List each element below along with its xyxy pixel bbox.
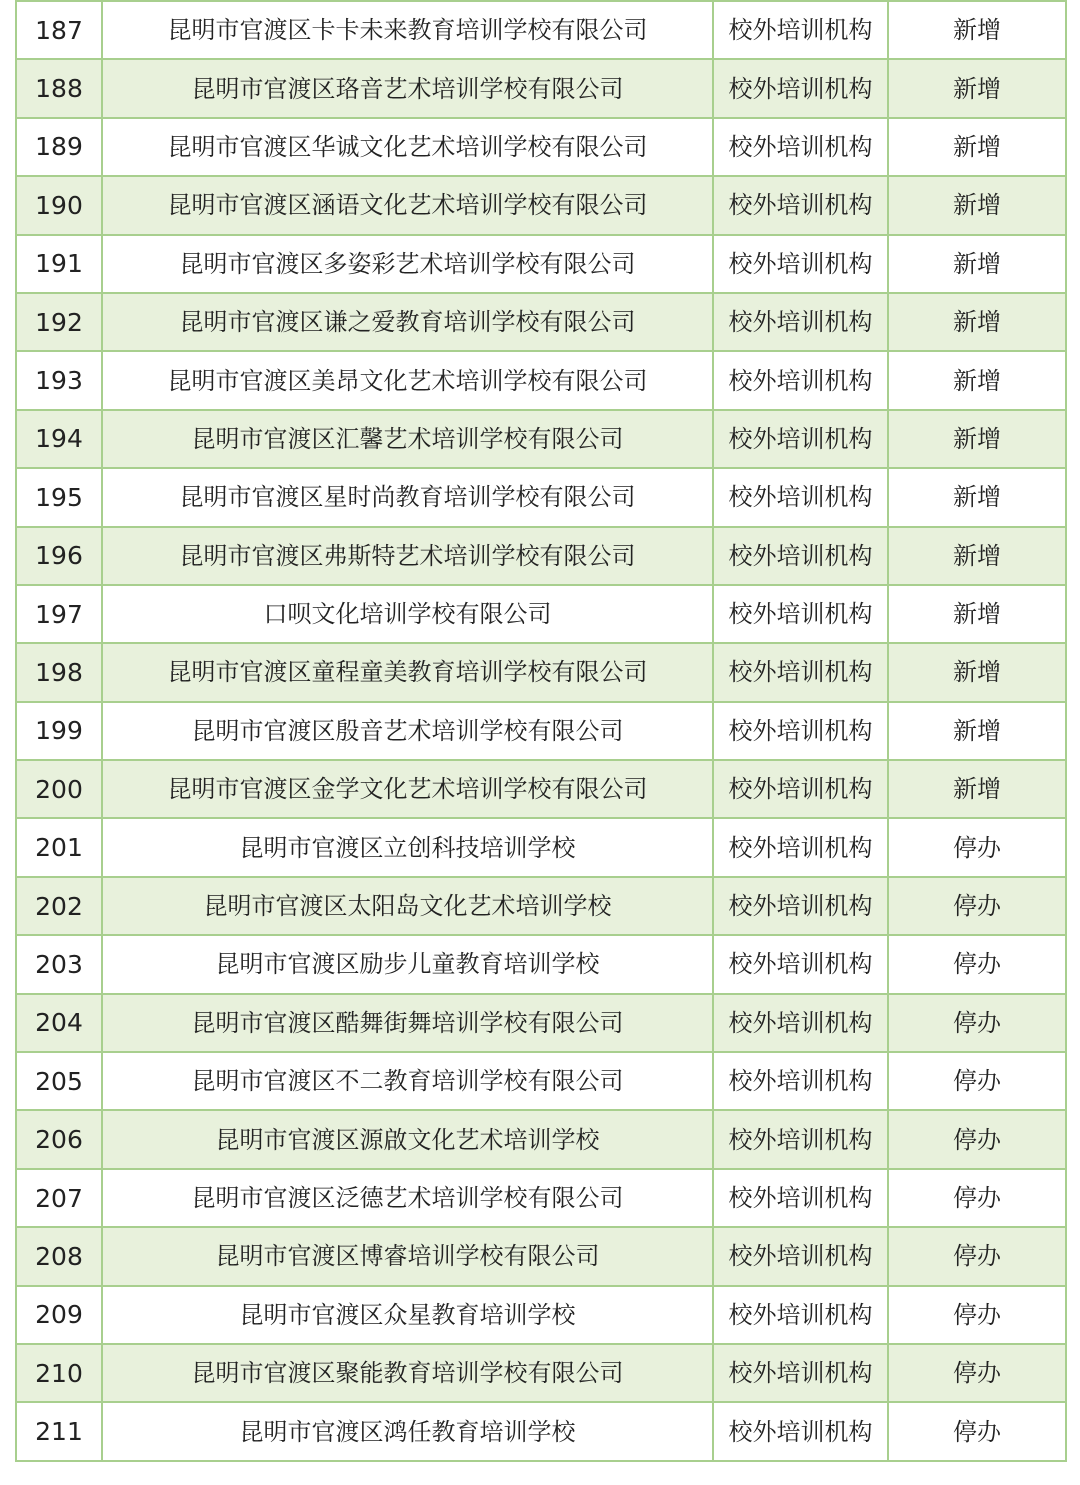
table-row — [16, 1110, 1066, 1168]
institution-type: 校外培训机构 — [713, 1344, 888, 1402]
row-number: 199 — [16, 702, 102, 760]
row-number: 204 — [16, 994, 102, 1052]
row-number: 206 — [16, 1110, 102, 1168]
institution-name: 昆明市官渡区励步儿童教育培训学校 — [102, 935, 713, 993]
institution-status: 停办 — [888, 1344, 1066, 1402]
institution-type: 校外培训机构 — [713, 760, 888, 818]
institution-status: 新增 — [888, 1, 1066, 59]
row-number: 202 — [16, 877, 102, 935]
row-number: 208 — [16, 1227, 102, 1285]
table-row — [16, 235, 1066, 293]
institution-status: 新增 — [888, 235, 1066, 293]
institution-type: 校外培训机构 — [713, 118, 888, 176]
institution-type: 校外培训机构 — [713, 877, 888, 935]
institution-name: 昆明市官渡区立创科技培训学校 — [102, 818, 713, 876]
institution-status: 停办 — [888, 877, 1066, 935]
row-number: 194 — [16, 410, 102, 468]
institution-name: 昆明市官渡区汇馨艺术培训学校有限公司 — [102, 410, 713, 468]
row-number: 200 — [16, 760, 102, 818]
institution-type: 校外培训机构 — [713, 1110, 888, 1168]
institution-status: 停办 — [888, 1402, 1066, 1460]
table-row — [16, 760, 1066, 818]
institution-name: 昆明市官渡区涵语文化艺术培训学校有限公司 — [102, 176, 713, 234]
institution-name: 昆明市官渡区不二教育培训学校有限公司 — [102, 1052, 713, 1110]
table-row — [16, 351, 1066, 409]
institution-type: 校外培训机构 — [713, 410, 888, 468]
table-row — [16, 410, 1066, 468]
table-row — [16, 1052, 1066, 1110]
institution-name: 昆明市官渡区弗斯特艺术培训学校有限公司 — [102, 527, 713, 585]
institution-status: 停办 — [888, 818, 1066, 876]
institution-name: 昆明市官渡区卡卡未来教育培训学校有限公司 — [102, 1, 713, 59]
table-row — [16, 1344, 1066, 1402]
institution-name: 昆明市官渡区殷音艺术培训学校有限公司 — [102, 702, 713, 760]
institution-type: 校外培训机构 — [713, 585, 888, 643]
institution-name: 昆明市官渡区聚能教育培训学校有限公司 — [102, 1344, 713, 1402]
table-row — [16, 1, 1066, 59]
institution-type: 校外培训机构 — [713, 702, 888, 760]
institution-table — [15, 0, 1067, 1462]
table-row — [16, 59, 1066, 117]
institution-status: 新增 — [888, 468, 1066, 526]
institution-type: 校外培训机构 — [713, 527, 888, 585]
row-number: 197 — [16, 585, 102, 643]
institution-name: 昆明市官渡区源啟文化艺术培训学校 — [102, 1110, 713, 1168]
institution-name: 口呗文化培训学校有限公司 — [102, 585, 713, 643]
institution-status: 停办 — [888, 1286, 1066, 1344]
institution-type: 校外培训机构 — [713, 1169, 888, 1227]
institution-status: 新增 — [888, 351, 1066, 409]
institution-type: 校外培训机构 — [713, 293, 888, 351]
row-number: 195 — [16, 468, 102, 526]
institution-name: 昆明市官渡区酷舞街舞培训学校有限公司 — [102, 994, 713, 1052]
institution-status: 新增 — [888, 585, 1066, 643]
table-row — [16, 1169, 1066, 1227]
institution-name: 昆明市官渡区众星教育培训学校 — [102, 1286, 713, 1344]
institution-status: 新增 — [888, 118, 1066, 176]
table-row — [16, 877, 1066, 935]
institution-type: 校外培训机构 — [713, 1402, 888, 1460]
row-number: 190 — [16, 176, 102, 234]
institution-type: 校外培训机构 — [713, 1, 888, 59]
institution-type: 校外培训机构 — [713, 1227, 888, 1285]
institution-name: 昆明市官渡区多姿彩艺术培训学校有限公司 — [102, 235, 713, 293]
institution-type: 校外培训机构 — [713, 1052, 888, 1110]
institution-name: 昆明市官渡区华诚文化艺术培训学校有限公司 — [102, 118, 713, 176]
institution-type: 校外培训机构 — [713, 935, 888, 993]
institution-status: 停办 — [888, 1110, 1066, 1168]
row-number: 198 — [16, 643, 102, 701]
row-number: 193 — [16, 351, 102, 409]
table-row — [16, 994, 1066, 1052]
institution-table-container — [15, 0, 1065, 1462]
institution-type: 校外培训机构 — [713, 468, 888, 526]
institution-status: 停办 — [888, 1169, 1066, 1227]
institution-status: 新增 — [888, 527, 1066, 585]
row-number: 189 — [16, 118, 102, 176]
row-number: 192 — [16, 293, 102, 351]
table-row — [16, 118, 1066, 176]
institution-type: 校外培训机构 — [713, 176, 888, 234]
row-number: 211 — [16, 1402, 102, 1460]
row-number: 207 — [16, 1169, 102, 1227]
institution-status: 新增 — [888, 176, 1066, 234]
institution-status: 新增 — [888, 410, 1066, 468]
table-row — [16, 468, 1066, 526]
row-number: 191 — [16, 235, 102, 293]
table-row — [16, 818, 1066, 876]
institution-type: 校外培训机构 — [713, 643, 888, 701]
institution-status: 新增 — [888, 643, 1066, 701]
institution-name: 昆明市官渡区金学文化艺术培训学校有限公司 — [102, 760, 713, 818]
institution-name: 昆明市官渡区珞音艺术培训学校有限公司 — [102, 59, 713, 117]
row-number: 187 — [16, 1, 102, 59]
row-number: 201 — [16, 818, 102, 876]
institution-name: 昆明市官渡区谦之爱教育培训学校有限公司 — [102, 293, 713, 351]
institution-name: 昆明市官渡区泛德艺术培训学校有限公司 — [102, 1169, 713, 1227]
institution-status: 停办 — [888, 935, 1066, 993]
table-row — [16, 585, 1066, 643]
table-row — [16, 1286, 1066, 1344]
row-number: 196 — [16, 527, 102, 585]
institution-type: 校外培训机构 — [713, 818, 888, 876]
table-row — [16, 702, 1066, 760]
table-row — [16, 176, 1066, 234]
institution-type: 校外培训机构 — [713, 994, 888, 1052]
institution-status: 新增 — [888, 702, 1066, 760]
row-number: 188 — [16, 59, 102, 117]
table-row — [16, 643, 1066, 701]
row-number: 209 — [16, 1286, 102, 1344]
institution-type: 校外培训机构 — [713, 1286, 888, 1344]
table-row — [16, 293, 1066, 351]
institution-name: 昆明市官渡区童程童美教育培训学校有限公司 — [102, 643, 713, 701]
table-row — [16, 1227, 1066, 1285]
institution-table-body — [16, 1, 1066, 1461]
institution-status: 停办 — [888, 1227, 1066, 1285]
table-row — [16, 527, 1066, 585]
institution-status: 新增 — [888, 293, 1066, 351]
institution-status: 新增 — [888, 59, 1066, 117]
institution-name: 昆明市官渡区星时尚教育培训学校有限公司 — [102, 468, 713, 526]
institution-status: 停办 — [888, 1052, 1066, 1110]
table-row — [16, 1402, 1066, 1460]
institution-name: 昆明市官渡区太阳岛文化艺术培训学校 — [102, 877, 713, 935]
institution-status: 新增 — [888, 760, 1066, 818]
institution-type: 校外培训机构 — [713, 351, 888, 409]
institution-name: 昆明市官渡区博睿培训学校有限公司 — [102, 1227, 713, 1285]
institution-name: 昆明市官渡区美昂文化艺术培训学校有限公司 — [102, 351, 713, 409]
row-number: 205 — [16, 1052, 102, 1110]
institution-status: 停办 — [888, 994, 1066, 1052]
row-number: 203 — [16, 935, 102, 993]
table-row — [16, 935, 1066, 993]
institution-type: 校外培训机构 — [713, 235, 888, 293]
row-number: 210 — [16, 1344, 102, 1402]
institution-type: 校外培训机构 — [713, 59, 888, 117]
institution-name: 昆明市官渡区鸿任教育培训学校 — [102, 1402, 713, 1460]
